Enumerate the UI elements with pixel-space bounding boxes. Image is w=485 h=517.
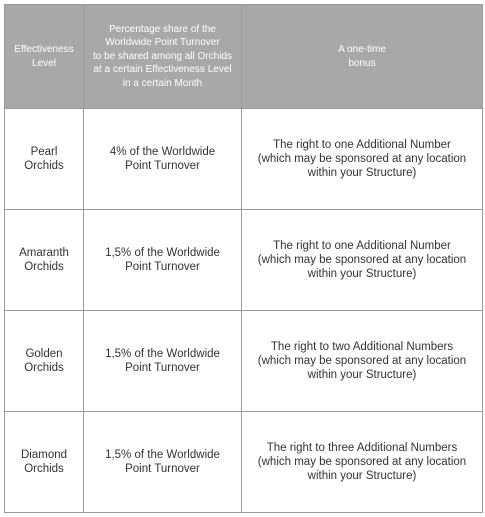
orchid-bonus-table [4, 4, 483, 513]
bonus-cell: The right to three Additional Numbers (which may be sponsored at any location within your Structure) [242, 412, 483, 513]
bonus-cell: The right to two Additional Numbers (which may be sponsored at any location within your Structure) [242, 311, 483, 412]
table-row [5, 109, 483, 210]
header-effectiveness-level: Effectiveness Level [5, 5, 84, 109]
level-cell: Diamond Orchids [5, 412, 84, 513]
share-cell: 1,5% of the Worldwide Point Turnover [84, 210, 242, 311]
header-one-time-bonus: A one-time bonus [242, 5, 483, 109]
share-cell: 1,5% of the Worldwide Point Turnover [84, 311, 242, 412]
level-cell: Pearl Orchids [5, 109, 84, 210]
level-cell: Amaranth Orchids [5, 210, 84, 311]
level-cell: Golden Orchids [5, 311, 84, 412]
header-row [5, 5, 483, 109]
table-row [5, 412, 483, 513]
bonus-cell: The right to one Additional Number (which may be sponsored at any location within your Structure) [242, 210, 483, 311]
share-cell: 4% of the Worldwide Point Turnover [84, 109, 242, 210]
table-body [5, 109, 483, 513]
header-percentage-share: Percentage share of the Worldwide Point Turnover to be shared among all Orchids at a certain Effectiveness Level in a certain Month [84, 5, 242, 109]
table-row [5, 311, 483, 412]
share-cell: 1,5% of the Worldwide Point Turnover [84, 412, 242, 513]
table-row [5, 210, 483, 311]
bonus-cell: The right to one Additional Number (which may be sponsored at any location within your Structure) [242, 109, 483, 210]
table-header [5, 5, 483, 109]
